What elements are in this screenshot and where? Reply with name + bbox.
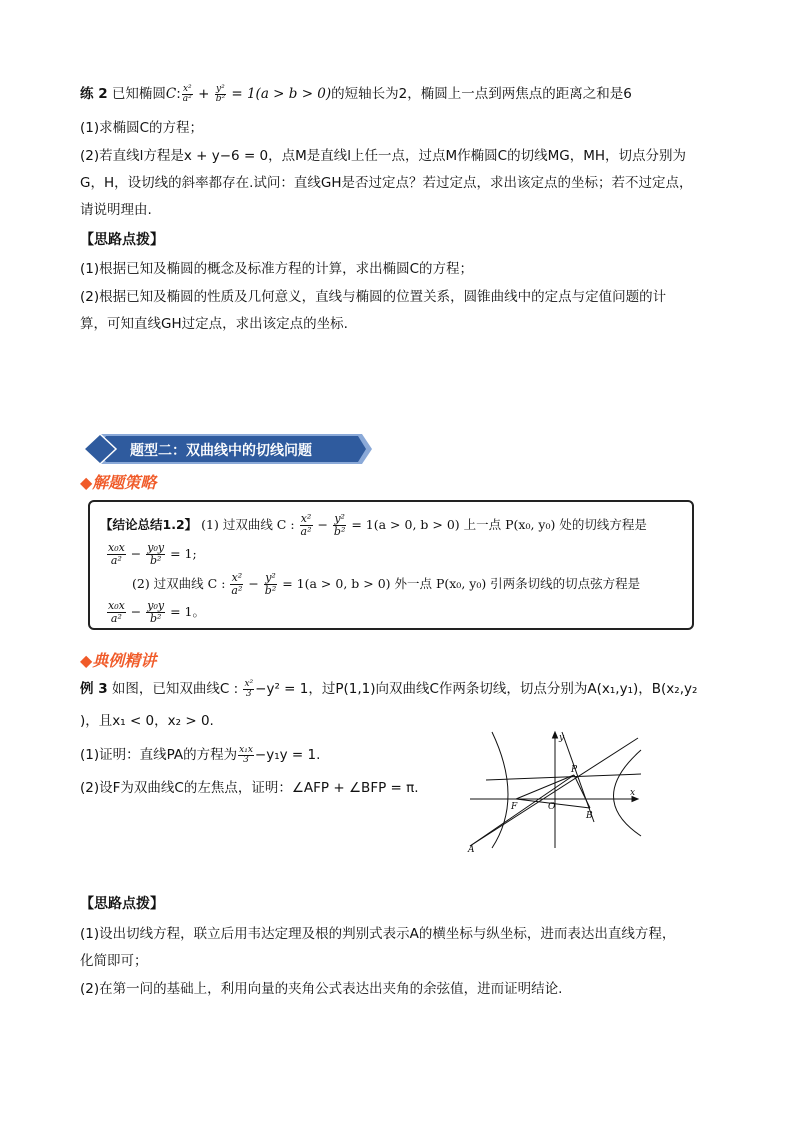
- frac-y2-b2-box1: $\frac{\text{y²}}{\text{b²}}$: [333, 512, 346, 538]
- hint2-line2: 化简即可；: [80, 953, 148, 969]
- plus-sign: +: [198, 86, 210, 102]
- exercise-label: 练 2: [80, 86, 108, 102]
- exercise-intro-a: 已知椭圆: [111, 86, 166, 102]
- exercise-q2-line2: G，H，设切线的斜率都存在.试问：直线GH是否过定点？若过定点，求出该定点的坐标；若不过定点，: [80, 175, 693, 191]
- frac-x2-a2: $\frac{\text{x²}}{\text{a²}}$: [182, 83, 192, 104]
- example3-line2: )，且x₁ < 0，x₂ > 0.: [80, 713, 214, 729]
- frac-y0y-b2-1: $\frac{\text{y₀y}}{\text{b²}}$: [147, 541, 165, 567]
- hint2-line1: (1)设出切线方程，联立后用韦达定理及根的判别式表示A的横坐标与纵坐标，进而表达出直线方程，: [80, 926, 676, 942]
- hint1-line1: (1)根据已知及椭圆的概念及标准方程的计算，求出椭圆C的方程；: [80, 261, 474, 277]
- frac-x2-3: $\frac{\text{x²}}{3}$: [244, 678, 254, 699]
- conclusion-line1: 【结论总结1.2】 (1) 过双曲线 C : $\frac{\text{x²}}{\text{a²}}$ − $\frac{\text{y²}}{\text{b²}}$ = 1(a > 0, b > 0) 上一点 P(x₀, y₀) 处的切线方程是: [100, 512, 647, 538]
- curve-name: C: [165, 86, 177, 102]
- conclusion-p1-a: (1) 过双曲线 C :: [201, 517, 295, 532]
- example3-q1-a: (1)证明：直线PA的方程为: [80, 747, 238, 763]
- conclusion-p1-eq-end: = 1;: [170, 546, 197, 561]
- label-A: A: [468, 845, 475, 854]
- label-x: x: [630, 788, 636, 798]
- exercise-q2-line3: 请说明理由.: [80, 202, 152, 218]
- exercise-q1: (1)求椭圆C的方程；: [80, 120, 204, 136]
- hyperbola-right-branch: [614, 750, 642, 836]
- label-F: F: [511, 802, 518, 812]
- frac-x0x-a2-1: $\frac{\text{x₀x}}{\text{a²}}$: [108, 541, 125, 567]
- frac-x2-a2-box2: $\frac{\text{x²}}{\text{a²}}$: [231, 571, 243, 597]
- example3-l1-b: −y² = 1，过P(1,1)向双曲线C作两条切线，切点分别为A(x₁,y₁)，B(x₂,y₂: [255, 681, 698, 697]
- hint1-line2: (2)根据已知及椭圆的性质及几何意义，直线与椭圆的位置关系，圆锥曲线中的定点与定值问题的计: [80, 289, 667, 305]
- conclusion-line2: (2) 过双曲线 C : $\frac{\text{x²}}{\text{a²}}$ − $\frac{\text{y²}}{\text{b²}}$ = 1(a > 0, b > 0) 外一点 P(x₀, y₀) 引两条切线的切点弦方程是: [132, 571, 641, 597]
- example-header: ◆典例精讲: [80, 651, 157, 670]
- banner-title: 题型二：双曲线中的切线问题: [130, 443, 312, 459]
- hint1-title: 【思路点拨】: [80, 232, 164, 248]
- line-PA: [470, 775, 574, 846]
- y-axis-arrow: [553, 732, 558, 738]
- line-A-to-upper: [470, 738, 638, 846]
- exercise-q2-line1: (2)若直线l方程是x + y−6 = 0，点M是直线l上任一点，过点M作椭圆C的切线MG，MH，切点分别为: [80, 148, 687, 164]
- label-P: P: [571, 765, 578, 775]
- conclusion-p2-b: = 1(a > 0, b > 0) 外一点 P(x₀, y₀) 引两条切线的切点弦方程是: [282, 576, 641, 591]
- example3-q1: [80, 745, 320, 765]
- conclusion-p2-eq-end: = 1。: [170, 604, 205, 619]
- example3-line1: [80, 679, 697, 699]
- exercise-intro-b: 的短轴长为2，椭圆上一点到两焦点的距离之和是6: [331, 86, 632, 102]
- exercise-2-intro: 练 2 已知椭圆C: $\frac{\text{x²}}{\text{a²}}$ + $\frac{\text{y²}}{\text{b²}}$ = 1(a > b > 0)的短轴长为2，椭圆上一点到两焦点的距离之和是6: [80, 83, 632, 104]
- label-y: y: [559, 733, 565, 743]
- hyperbola-figure: [466, 728, 646, 854]
- conclusion-p1-b: = 1(a > 0, b > 0) 上一点 P(x₀, y₀) 处的切线方程是: [351, 517, 647, 532]
- conclusion-tag: 【结论总结1.2】: [100, 517, 198, 532]
- hint2-title: 【思路点拨】: [80, 896, 164, 912]
- frac-x1x-3: $\frac{\text{x₁x}}{3}$: [239, 744, 253, 765]
- conclusion-p2-a: (2) 过双曲线 C :: [132, 576, 226, 591]
- frac-x0x-a2-2: $\frac{\text{x₀x}}{\text{a²}}$: [108, 599, 125, 625]
- conclusion-eq2: $\frac{\text{x₀x}}{\text{a²}}$ − $\frac{\text{y₀y}}{\text{b²}}$ = 1。: [108, 599, 205, 625]
- frac-y2-b2: $\frac{\text{y²}}{\text{b²}}$: [215, 83, 226, 104]
- frac-y0y-b2-2: $\frac{\text{y₀y}}{\text{b²}}$: [147, 599, 165, 625]
- hint2-line3: (2)在第一问的基础上，利用向量的夹角公式表达出夹角的余弦值，进而证明结论.: [80, 981, 563, 997]
- example3-q2: (2)设F为双曲线C的左焦点，证明：∠AFP + ∠BFP = π.: [80, 780, 419, 796]
- eq-rhs: = 1(a > b > 0): [231, 86, 332, 102]
- example3-label: 例 3: [80, 681, 108, 697]
- strategy-header: ◆解题策略: [80, 473, 157, 492]
- example3-q1-b: −y₁y = 1.: [254, 747, 321, 763]
- frac-y2-b2-box2: $\frac{\text{y²}}{\text{b²}}$: [264, 571, 277, 597]
- label-B: B: [586, 811, 593, 821]
- hint1-line3: 算，可知直线GH过定点，求出该定点的坐标.: [80, 316, 348, 332]
- label-O: O: [548, 802, 556, 812]
- conclusion-eq1: $\frac{\text{x₀x}}{\text{a²}}$ − $\frac{\text{y₀y}}{\text{b²}}$ = 1;: [108, 541, 197, 567]
- example3-l1-a: 如图，已知双曲线C :: [111, 681, 239, 697]
- frac-x2-a2-box1: $\frac{\text{x²}}{\text{a²}}$: [300, 512, 312, 538]
